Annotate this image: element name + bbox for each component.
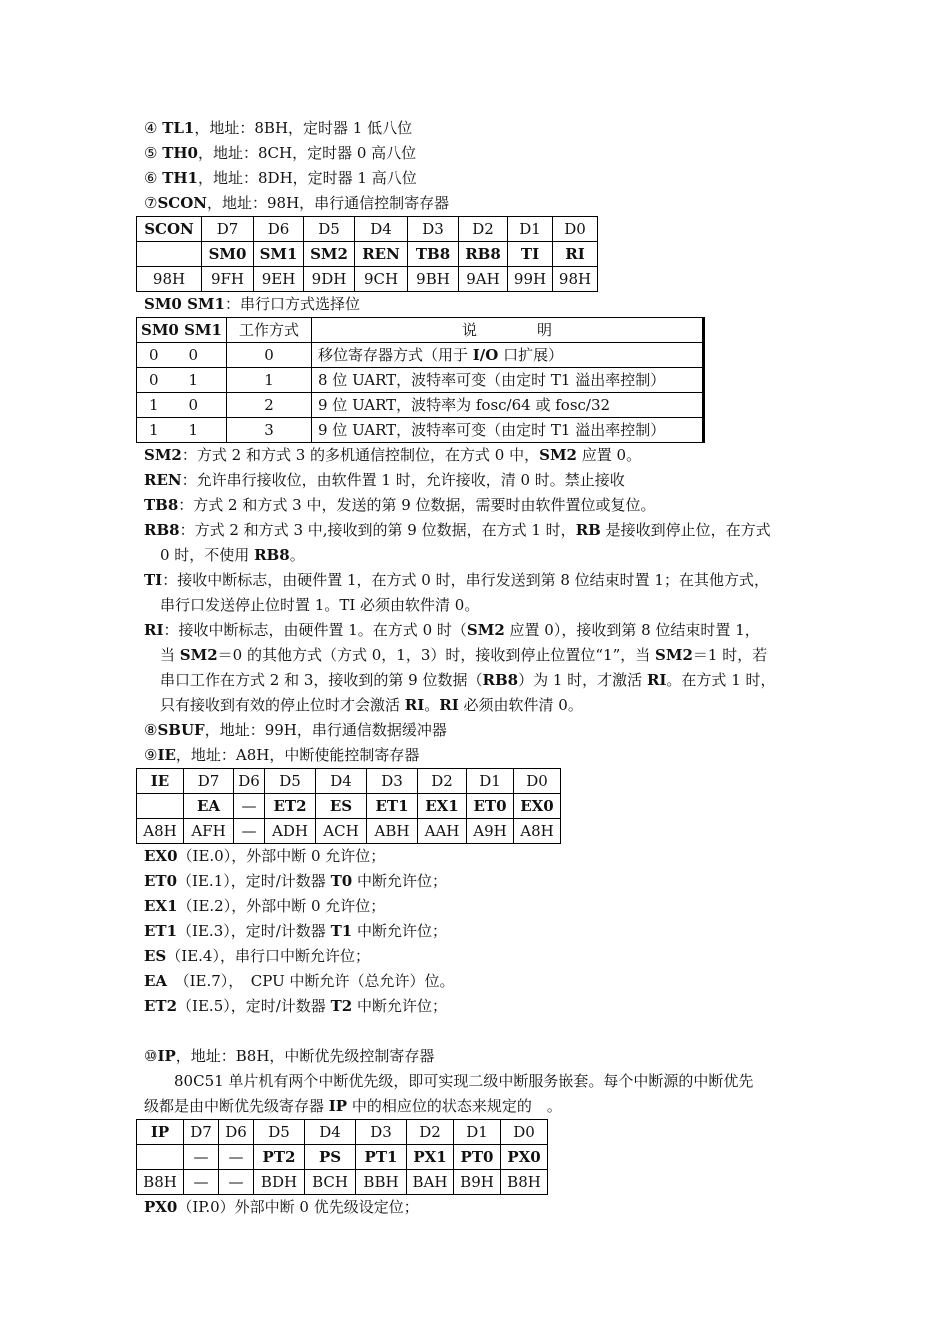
table-cell: 9DH (304, 267, 355, 292)
table-cell: D5 (265, 769, 316, 794)
table-cell: D7 (184, 769, 234, 794)
table-cell: 0 (226, 343, 311, 368)
table-cell: 说 明 (311, 318, 703, 343)
table-cell: RB8 (459, 242, 508, 267)
spacer (144, 1019, 824, 1044)
table-cell: B8H (137, 1170, 184, 1195)
table-cell: 9 位 UART，波特率为 fosc/64 或 fosc/32 (311, 393, 703, 418)
table-cell: D2 (418, 769, 467, 794)
ren-desc: REN：允许串行接收位，由软件置 1 时，允许接收，清 0 时。禁止接收 (144, 471, 625, 489)
table-cell: B8H (501, 1170, 548, 1195)
table-cell: PX1 (407, 1145, 454, 1170)
ri-desc-line2: 当 SM2＝0 的其他方式（方式 0，1，3）时，接收到停止位置位“1”，当 SM2＝1 时，若 (160, 646, 768, 664)
table-cell: — (234, 794, 265, 819)
ti-desc-cont: 串行口发送停止位时置 1。TI 必须由软件清 0。 (160, 596, 480, 614)
scon-table (136, 216, 598, 292)
table-cell: ABH (367, 819, 418, 844)
table-cell: SM2 (304, 242, 355, 267)
table-cell: PT1 (356, 1145, 407, 1170)
table-cell: D4 (355, 217, 408, 242)
table-row (137, 393, 704, 418)
table-cell: IP (137, 1120, 184, 1145)
table-cell: — (219, 1145, 254, 1170)
table-row (137, 1145, 548, 1170)
table-cell: PS (305, 1145, 356, 1170)
ri-desc-line4: 只有接收到有效的停止位时才会激活 RI。RI 必须由软件清 0。 (160, 696, 583, 714)
table-cell: 1 0 (137, 393, 227, 418)
table-cell: AFH (184, 819, 234, 844)
table-cell: 9CH (355, 267, 408, 292)
table-cell: BDH (254, 1170, 305, 1195)
table-cell: 98H (553, 267, 598, 292)
reg-name: TH0 (162, 144, 198, 162)
ip-table (136, 1119, 548, 1195)
reg-name: SCON (157, 194, 208, 212)
table-cell: ET0 (467, 794, 514, 819)
ex0-desc: EX0（IE.0），外部中断 0 允许位； (144, 847, 386, 865)
ti-desc: TI：接收中断标志，由硬件置 1，在方式 0 时，串行发送到第 8 位结束时置 1；在其他方式， (144, 571, 769, 589)
table-cell: 8 位 UART，波特率可变（由定时 T1 溢出率控制） (311, 368, 703, 393)
table-cell: ACH (316, 819, 367, 844)
table-cell: D3 (367, 769, 418, 794)
ri-desc: RI：接收中断标志，由硬件置 1。在方式 0 时（SM2 应置 0），接收到第 8 位结束时置 1， (144, 621, 760, 639)
table-cell (137, 794, 184, 819)
table-row (137, 368, 704, 393)
ri-desc-line3: 串口工作在方式 2 和 3，接收到的第 9 位数据（RB8）为 1 时，才激活 RI。在方式 1 时， (160, 671, 776, 689)
table-row (137, 343, 704, 368)
table-cell: D2 (459, 217, 508, 242)
table-cell: D7 (184, 1120, 219, 1145)
table-cell: D4 (316, 769, 367, 794)
table-row (137, 769, 561, 794)
table-cell: — (184, 1170, 219, 1195)
th1-line: ⑥ TH1，地址：8DH，定时器 1 高八位 (144, 169, 417, 187)
table-cell: D1 (508, 217, 553, 242)
table-cell: 98H (137, 267, 202, 292)
table-cell (137, 242, 202, 267)
table-cell: 9AH (459, 267, 508, 292)
table-cell: PX0 (501, 1145, 548, 1170)
sm2-desc: SM2：方式 2 和方式 3 的多机通信控制位，在方式 0 中，SM2 应置 0。 (144, 446, 642, 464)
table-cell: A9H (467, 819, 514, 844)
table-row (137, 1120, 548, 1145)
table-cell: D0 (553, 217, 598, 242)
table-row (137, 217, 598, 242)
sm-heading: SM0 SM1：串行口方式选择位 (144, 295, 360, 313)
table-cell: SM1 (254, 242, 304, 267)
table-cell: IE (137, 769, 184, 794)
table-cell: 0 0 (137, 343, 227, 368)
table-cell: D5 (304, 217, 355, 242)
table-cell: 9BH (408, 267, 459, 292)
ie-line: ⑨IE，地址：A8H，中断使能控制寄存器 (144, 746, 420, 764)
reg-name: TL1 (162, 119, 195, 137)
table-cell: 1 1 (137, 418, 227, 443)
table-cell: 1 (226, 368, 311, 393)
scon-line: ⑦SCON，地址：98H，串行通信控制寄存器 (144, 194, 450, 212)
tl1-line: ④ TL1，地址：8BH，定时器 1 低八位 (144, 119, 413, 137)
table-cell: D6 (219, 1120, 254, 1145)
document-page (141, 116, 824, 1220)
table-row (137, 1170, 548, 1195)
table-row (137, 318, 704, 343)
ip-para-line2: 级都是由中断优先级寄存器 IP 中的相应位的状态来规定的 。 (144, 1097, 562, 1115)
ip-line: ⑩IP，地址：B8H，中断优先级控制寄存器 (144, 1047, 435, 1065)
table-cell: D4 (305, 1120, 356, 1145)
table-cell: BCH (305, 1170, 356, 1195)
table-cell: — (234, 819, 265, 844)
table-cell: 0 1 (137, 368, 227, 393)
table-cell: D3 (356, 1120, 407, 1145)
table-cell: RI (553, 242, 598, 267)
table-cell: A8H (514, 819, 561, 844)
table-cell: D0 (514, 769, 561, 794)
table-cell: EA (184, 794, 234, 819)
th0-line: ⑤ TH0，地址：8CH，定时器 0 高八位 (144, 144, 417, 162)
table-cell: D2 (407, 1120, 454, 1145)
table-cell: A8H (137, 819, 184, 844)
table-cell: AAH (418, 819, 467, 844)
rb8-desc-cont: 0 时，不使用 RB8。 (160, 546, 305, 564)
ie-table (136, 768, 561, 844)
ex1-desc: EX1（IE.2），外部中断 0 允许位； (144, 897, 386, 915)
table-row (137, 267, 598, 292)
table-cell: 99H (508, 267, 553, 292)
mode-table (136, 317, 705, 443)
table-cell: BAH (407, 1170, 454, 1195)
table-cell: PT2 (254, 1145, 305, 1170)
table-cell: — (184, 1145, 219, 1170)
table-row (137, 242, 598, 267)
table-cell: 9EH (254, 267, 304, 292)
table-cell: TB8 (408, 242, 459, 267)
table-cell: PT0 (454, 1145, 501, 1170)
et1-desc: ET1（IE.3），定时/计数器 T1 中断允许位； (144, 922, 447, 940)
table-cell: ET1 (367, 794, 418, 819)
table-cell: 9FH (202, 267, 254, 292)
table-row (137, 418, 704, 443)
table-cell: 9 位 UART，波特率可变（由定时 T1 溢出率控制） (311, 418, 703, 443)
ea-desc: EA （IE.7）， CPU 中断允许（总允许）位。 (144, 972, 455, 990)
table-cell: ES (316, 794, 367, 819)
table-cell: D0 (501, 1120, 548, 1145)
table-cell: SCON (137, 217, 202, 242)
table-row (137, 819, 561, 844)
table-cell: TI (508, 242, 553, 267)
px0-desc: PX0（IP.0）外部中断 0 优先级设定位； (144, 1198, 419, 1216)
table-cell: D3 (408, 217, 459, 242)
table-cell: EX1 (418, 794, 467, 819)
table-cell: ADH (265, 819, 316, 844)
ip-para-line1: 80C51 单片机有两个中断优先级，即可实现二级中断服务嵌套。每个中断源的中断优先 (174, 1072, 754, 1090)
table-row (137, 794, 561, 819)
table-cell: SM0 SM1 (137, 318, 227, 343)
sbuf-line: ⑧SBUF，地址：99H，串行通信数据缓冲器 (144, 721, 447, 739)
table-cell: B9H (454, 1170, 501, 1195)
table-cell: 工作方式 (226, 318, 311, 343)
et0-desc: ET0（IE.1），定时/计数器 T0 中断允许位； (144, 872, 447, 890)
table-cell: D6 (254, 217, 304, 242)
table-cell: D5 (254, 1120, 305, 1145)
table-cell: D7 (202, 217, 254, 242)
table-cell: 2 (226, 393, 311, 418)
table-cell: D6 (234, 769, 265, 794)
table-cell: SM0 (202, 242, 254, 267)
tb8-desc: TB8：方式 2 和方式 3 中，发送的第 9 位数据，需要时由软件置位或复位。 (144, 496, 656, 514)
table-cell: D1 (467, 769, 514, 794)
table-cell: 3 (226, 418, 311, 443)
table-cell: BBH (356, 1170, 407, 1195)
table-cell: REN (355, 242, 408, 267)
table-cell: — (219, 1170, 254, 1195)
table-cell: EX0 (514, 794, 561, 819)
table-cell: ET2 (265, 794, 316, 819)
et2-desc: ET2（IE.5），定时/计数器 T2 中断允许位； (144, 997, 447, 1015)
reg-name: TH1 (162, 169, 198, 187)
es-desc: ES（IE.4），串行口中断允许位； (144, 947, 370, 965)
rb8-desc: RB8：方式 2 和方式 3 中,接收到的第 9 位数据，在方式 1 时，RB 是接收到停止位，在方式 (144, 521, 771, 539)
table-cell: D1 (454, 1120, 501, 1145)
table-cell (137, 1145, 184, 1170)
table-cell: 移位寄存器方式（用于 I/O 口扩展） (311, 343, 703, 368)
